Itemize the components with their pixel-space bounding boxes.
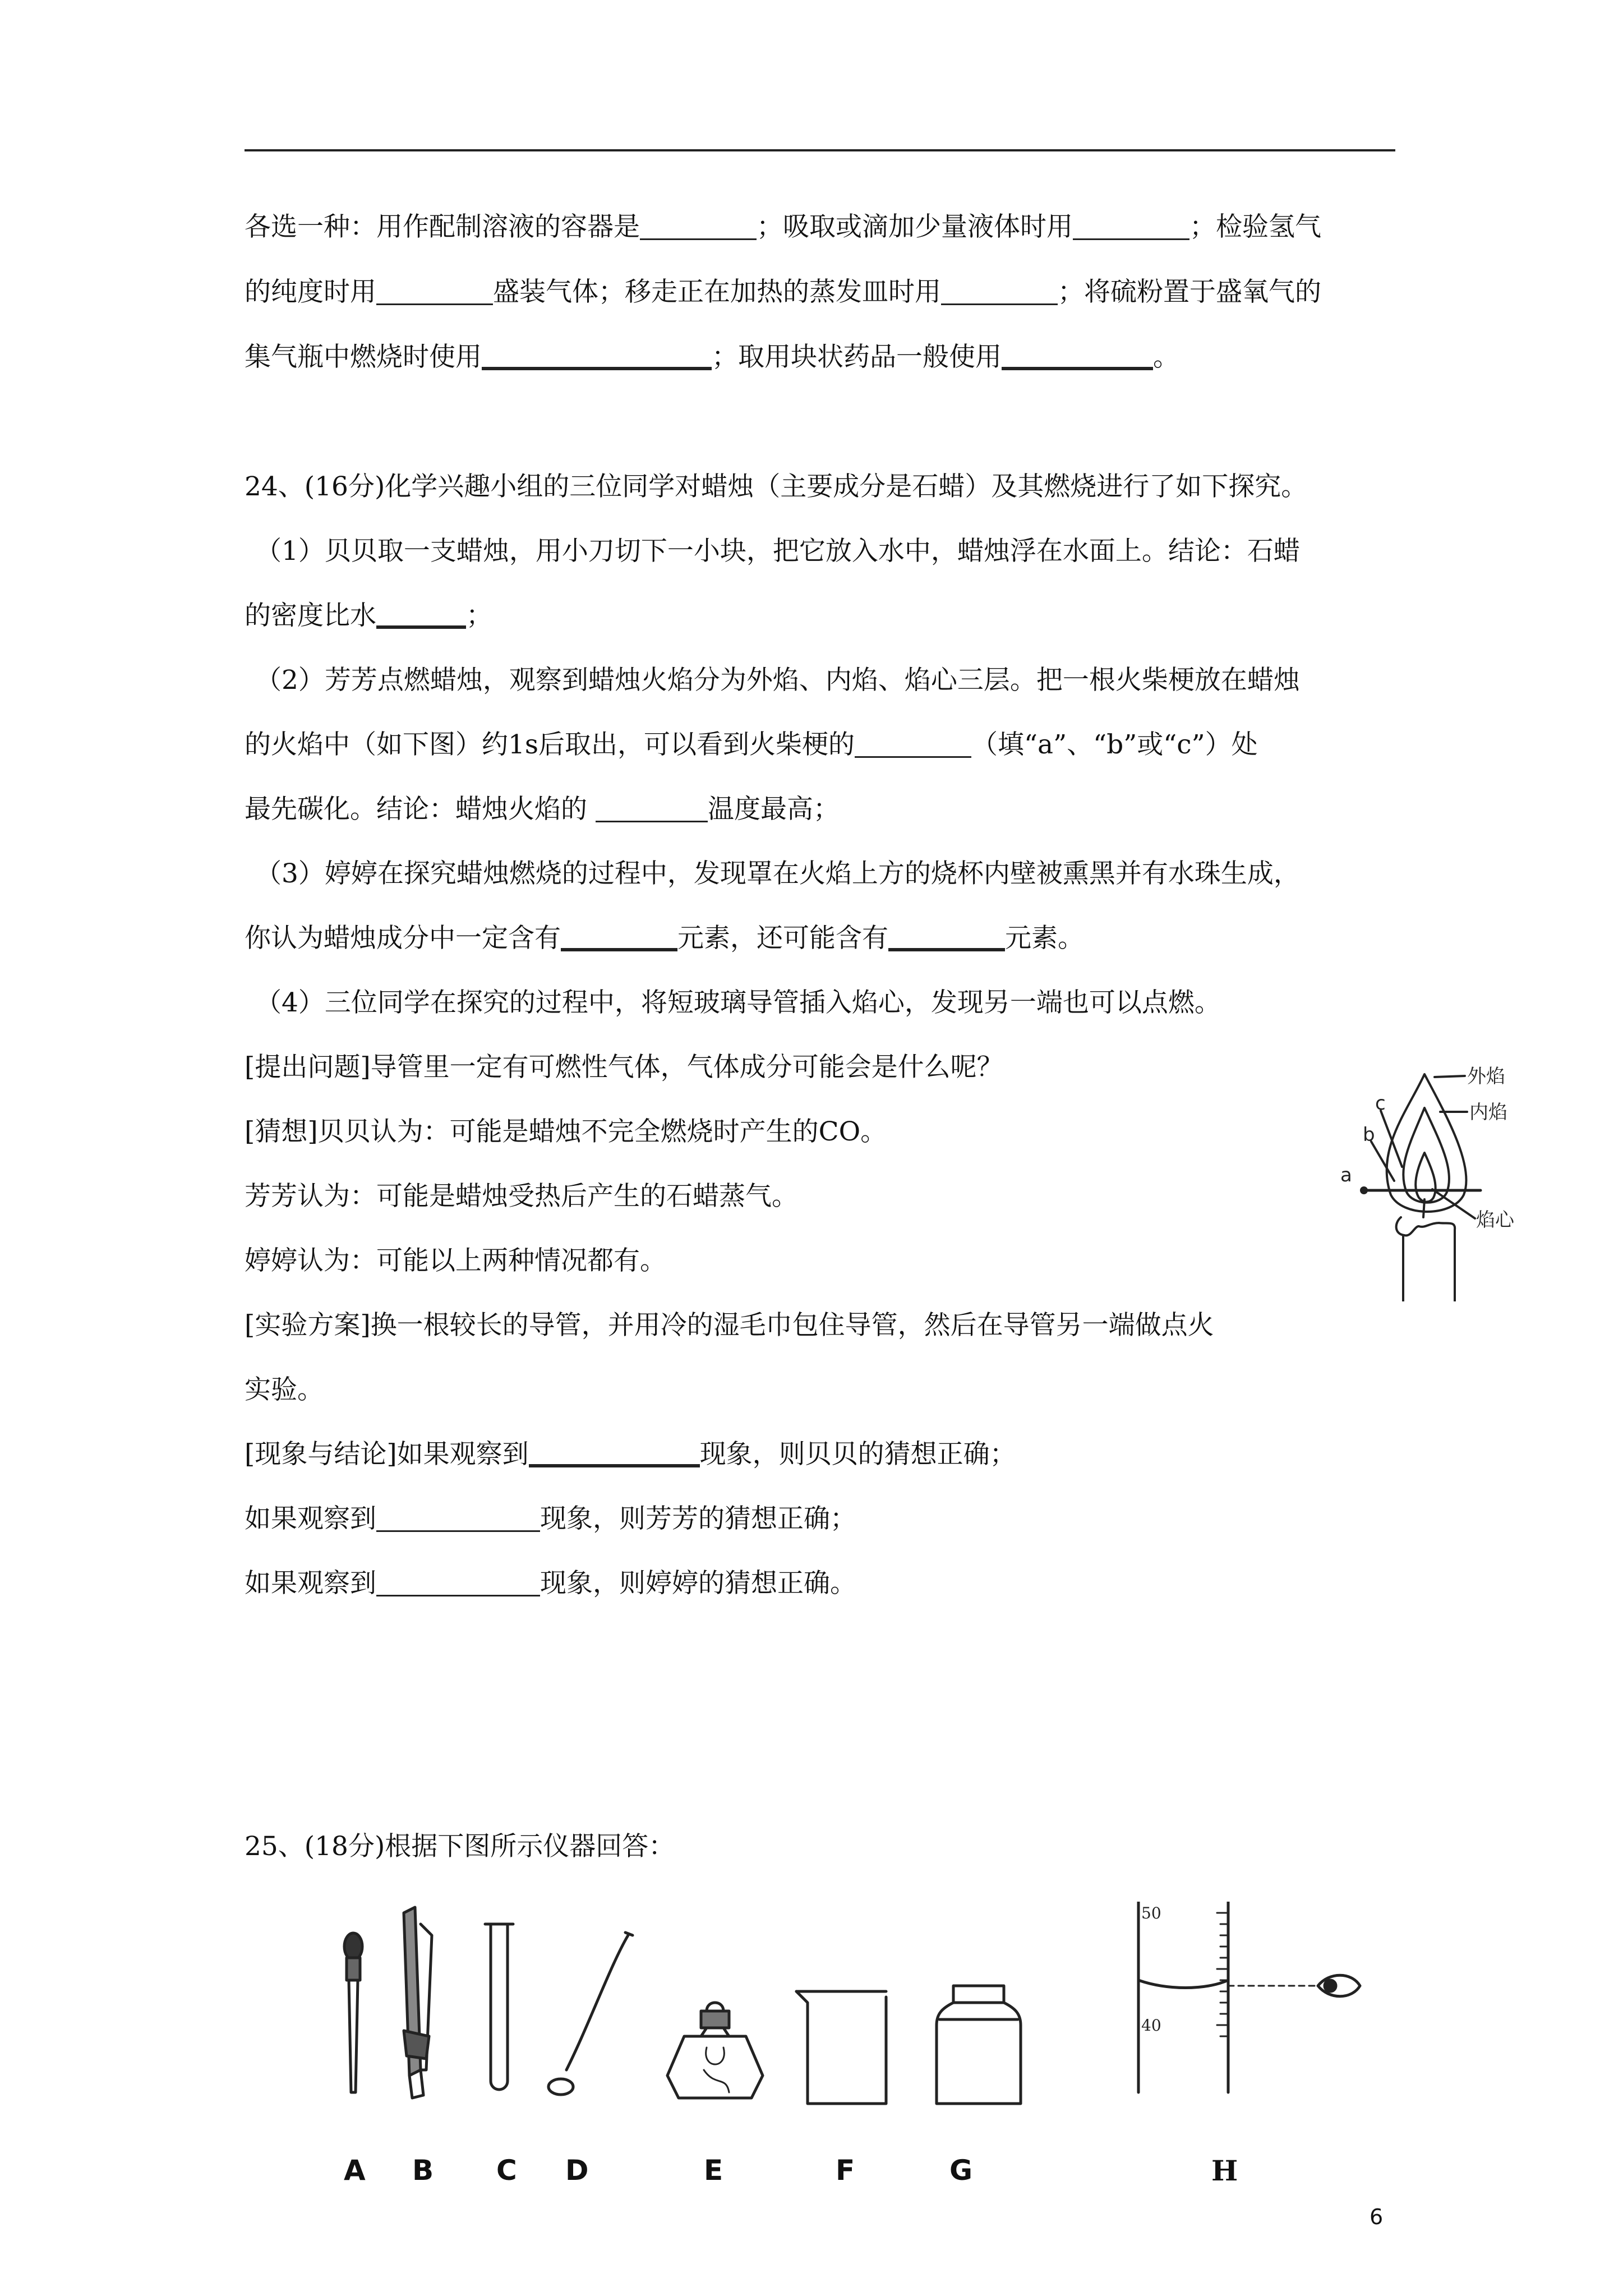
answer-blank[interactable] bbox=[1002, 341, 1153, 370]
q23-line-2: 的纯度时用 盛装气体；移走正在加热的蒸发皿时用 ；将硫粉置于盛氧气的 bbox=[245, 277, 1321, 307]
q24-p2-line-1: （2）芳芳点燃蜡烛，观察到蜡烛火焰分为外焰、内焰、焰心三层。把一根火柴梗放在蜡烛 bbox=[255, 665, 1300, 696]
graduated-cylinder-icon bbox=[1138, 1902, 1318, 2092]
test-tube-holder-icon bbox=[404, 1907, 432, 2098]
q24-conclusion-2: 如果观察到 现象，则芳芳的猜想正确； bbox=[245, 1503, 856, 1534]
spoon-icon bbox=[548, 1932, 633, 2095]
apparatus-label-g: G bbox=[949, 2154, 973, 2187]
answer-blank[interactable] bbox=[376, 278, 493, 305]
label-inner-flame: 内焰 bbox=[1469, 1101, 1507, 1124]
apparatus-label-d: D bbox=[565, 2154, 589, 2187]
label-leader-core bbox=[1432, 1189, 1475, 1218]
answer-blank[interactable] bbox=[1073, 213, 1189, 240]
matchstick-tip bbox=[1360, 1186, 1368, 1194]
candle-flame-figure bbox=[1340, 1055, 1559, 1301]
q24-p1-line-1: （1）贝贝取一支蜡烛，用小刀切下一小块，把它放入水中，蜡烛浮在水面上。结论：石蜡 bbox=[255, 536, 1300, 567]
answer-blank[interactable] bbox=[855, 730, 971, 758]
q23-line-1: 各选一种：用作配制溶液的容器是 ；吸取或滴加少量液体时用 ；检验氢气 bbox=[245, 211, 1321, 242]
q24-conclusion-1: [现象与结论]如果观察到 现象，则贝贝的猜想正确； bbox=[245, 1439, 1016, 1470]
candle-body bbox=[1396, 1217, 1455, 1301]
q24-p3-line-1: （3）婷婷在探究蜡烛燃烧的过程中，发现罩在火焰上方的烧杯内壁被熏黑并有水珠生成， bbox=[255, 858, 1300, 889]
eye-icon bbox=[1318, 1975, 1360, 1996]
label-leader-c bbox=[1381, 1111, 1402, 1167]
q25-header: 25、(18分)根据下图所示仪器回答： bbox=[245, 1831, 675, 1862]
q24-question: [提出问题]导管里一定有可燃性气体，气体成分可能会是什么呢？ bbox=[245, 1052, 1003, 1083]
answer-blank[interactable] bbox=[482, 341, 712, 370]
apparatus-label-a: A bbox=[344, 2154, 366, 2187]
q24-p1-line-2: 的密度比水 ； bbox=[245, 600, 492, 631]
q24-conclusion-3: 如果观察到 现象，则婷婷的猜想正确。 bbox=[245, 1568, 856, 1599]
q24-plan-2: 实验。 bbox=[245, 1374, 324, 1405]
label-a: a bbox=[1340, 1164, 1352, 1186]
candle-wick bbox=[1423, 1199, 1424, 1217]
apparatus-label-b: B bbox=[412, 2154, 434, 2187]
flame-core-outline bbox=[1415, 1153, 1436, 1202]
answer-blank[interactable] bbox=[561, 922, 677, 951]
page-number: 6 bbox=[1370, 2205, 1384, 2229]
cylinder-tick-40: 40 bbox=[1141, 2016, 1161, 2035]
q24-header: 24、(16分)化学兴趣小组的三位同学对蜡烛（主要成分是石蜡）及其燃烧进行了如下探究。 bbox=[245, 471, 1308, 502]
apparatus-label-c: C bbox=[496, 2154, 517, 2187]
label-b: b bbox=[1363, 1124, 1375, 1146]
apparatus-figure bbox=[314, 1902, 1380, 2160]
q23-line-3: 集气瓶中燃烧时使用 ；取用块状药品一般使用 。 bbox=[245, 342, 1179, 372]
q24-p2-line-3: 最先碳化。结论：蜡烛火焰的 温度最高； bbox=[245, 794, 840, 825]
answer-blank[interactable] bbox=[941, 278, 1058, 305]
header-rule bbox=[245, 149, 1395, 151]
label-leader-outer bbox=[1435, 1076, 1465, 1077]
answer-blank[interactable] bbox=[596, 795, 708, 822]
q24-guess-1: [猜想]贝贝认为：可能是蜡烛不完全燃烧时产生的CO。 bbox=[245, 1116, 887, 1147]
answer-blank[interactable] bbox=[640, 213, 757, 240]
q24-p2-line-2: 的火焰中（如下图）约1s后取出，可以看到火柴梗的 （填“a”、“b”或“c”）处 bbox=[245, 729, 1258, 760]
dropper-icon bbox=[344, 1933, 362, 2092]
q24-p3-line-2: 你认为蜡烛成分中一定含有 元素，还可能含有 元素。 bbox=[245, 923, 1084, 954]
label-c: c bbox=[1375, 1092, 1386, 1115]
test-tube-icon bbox=[485, 1924, 513, 2090]
apparatus-label-e: E bbox=[704, 2154, 723, 2187]
answer-blank[interactable] bbox=[888, 922, 1005, 951]
beaker-icon bbox=[796, 1991, 886, 2104]
wide-mouth-bottle-icon bbox=[937, 1986, 1021, 2104]
answer-blank[interactable] bbox=[529, 1438, 700, 1467]
q24-plan-1: [实验方案]换一根较长的导管，并用冷的湿毛巾包住导管，然后在导管另一端做点火 bbox=[245, 1310, 1214, 1341]
apparatus-label-f: F bbox=[836, 2154, 855, 2187]
apparatus-label-h: H bbox=[1211, 2154, 1238, 2187]
answer-blank[interactable] bbox=[376, 600, 466, 629]
q24-guess-2: 芳芳认为：可能是蜡烛受热后产生的石蜡蒸气。 bbox=[245, 1181, 798, 1212]
answer-blank[interactable] bbox=[376, 1569, 540, 1596]
cylinder-tick-50: 50 bbox=[1141, 1904, 1161, 1922]
q24-guess-3: 婷婷认为：可能以上两种情况都有。 bbox=[245, 1245, 666, 1276]
alcohol-lamp-icon bbox=[667, 2003, 763, 2098]
label-flame-core: 焰心 bbox=[1476, 1209, 1514, 1231]
label-outer-flame: 外焰 bbox=[1467, 1065, 1505, 1088]
q24-p4-line-1: （4）三位同学在探究的过程中，将短玻璃导管插入焰心，发现另一端也可以点燃。 bbox=[255, 987, 1221, 1018]
answer-blank[interactable] bbox=[376, 1504, 540, 1532]
